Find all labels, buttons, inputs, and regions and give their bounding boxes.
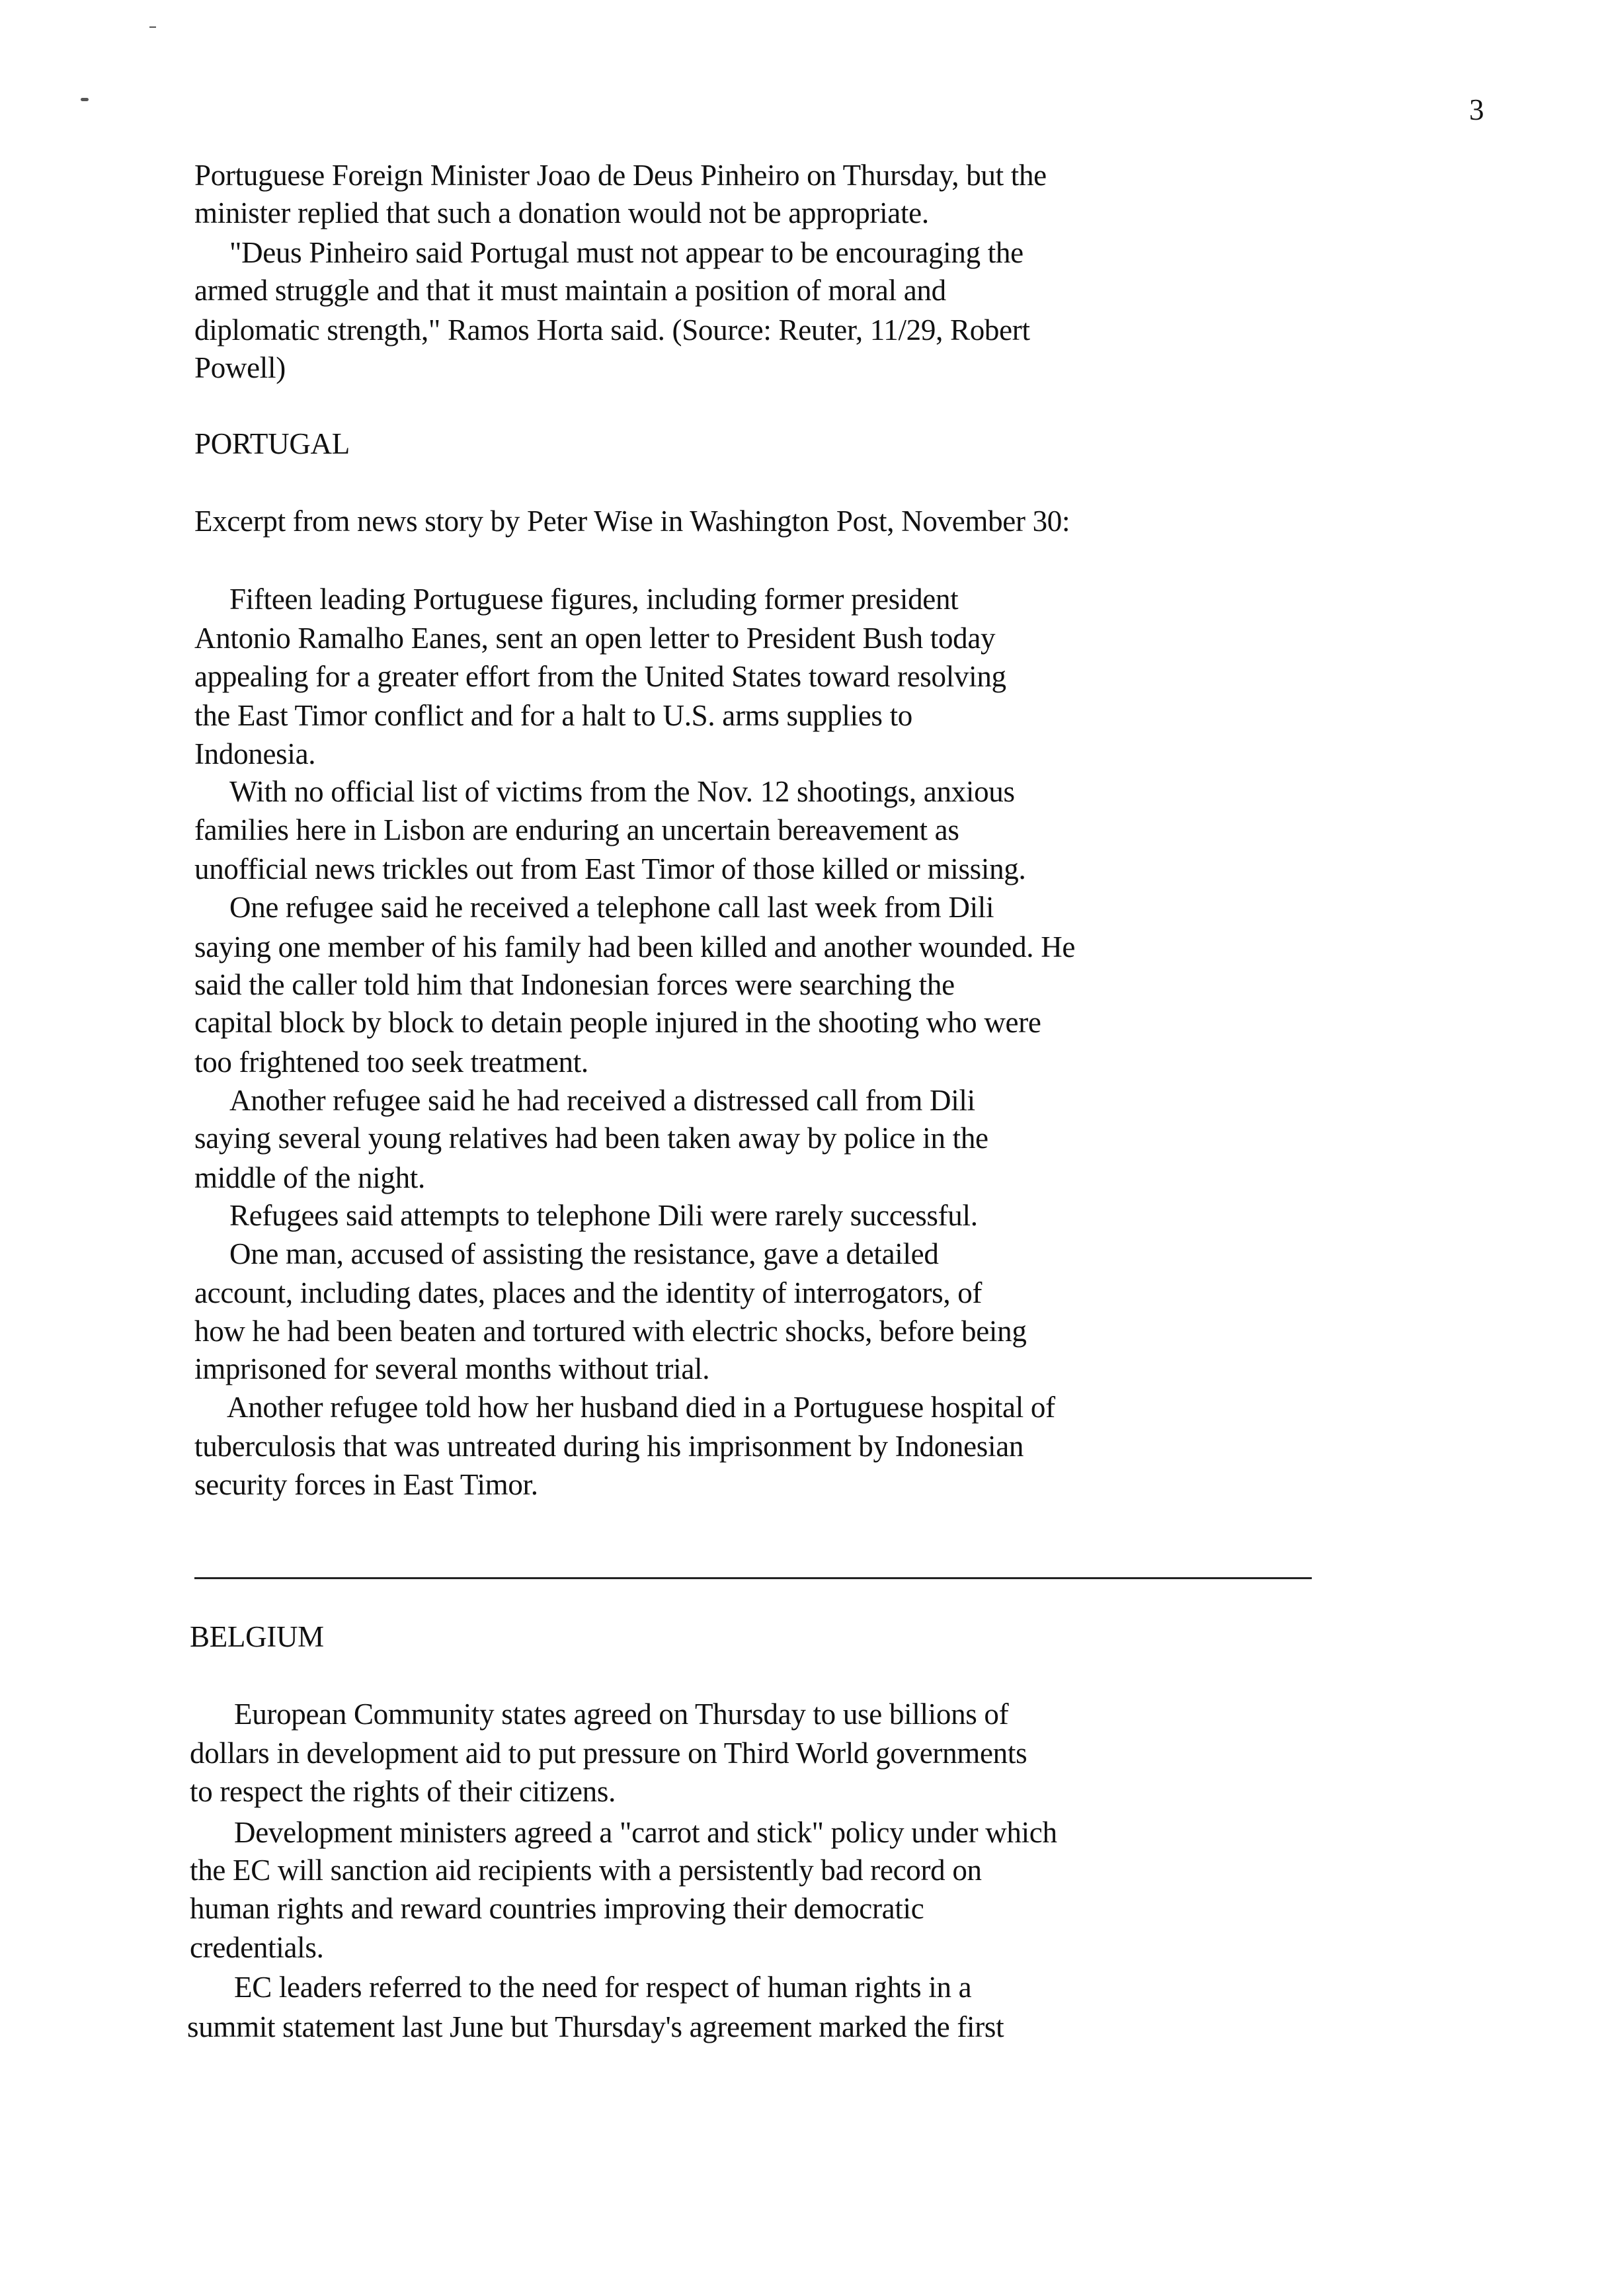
text-line: too frightened too seek treatment. (194, 1046, 588, 1079)
text-line: Portuguese Foreign Minister Joao de Deus Pinheiro on Thursday, but the (194, 159, 1047, 192)
scan-mark (81, 98, 89, 101)
text-line: human rights and reward countries improving their democratic (190, 1892, 924, 1925)
text-line: saying one member of his family had been killed and another wounded. He (194, 930, 1076, 964)
text-line: middle of the night. (194, 1161, 425, 1194)
text-line: EC leaders referred to the need for respect of human rights in a (234, 1971, 972, 2004)
section-heading-belgium: BELGIUM (190, 1620, 324, 1653)
text-line: appealing for a greater effort from the United States toward resolving (194, 660, 1006, 693)
text-line: how he had been beaten and tortured with electric shocks, before being (194, 1315, 1027, 1348)
text-line: armed struggle and that it must maintain a position of moral and (194, 274, 946, 307)
text-line: Another refugee said he had received a distressed call from Dili (229, 1084, 975, 1117)
text-line: to respect the rights of their citizens. (190, 1775, 616, 1808)
text-line: credentials. (190, 1931, 324, 1964)
text-line: Development ministers agreed a "carrot and stick" policy under which (234, 1816, 1057, 1849)
section-heading-portugal: PORTUGAL (194, 427, 350, 460)
text-line: unofficial news trickles out from East Timor of those killed or missing. (194, 852, 1026, 885)
text-line: One man, accused of assisting the resistance, gave a detailed (229, 1237, 939, 1270)
text-line: European Community states agreed on Thursday to use billions of (234, 1698, 1009, 1731)
text-line: diplomatic strength," Ramos Horta said. (Source: Reuter, 11/29, Robert (194, 313, 1030, 347)
text-line: dollars in development aid to put pressure on Third World governments (190, 1737, 1027, 1770)
text-line: Powell) (194, 351, 286, 384)
text-line: account, including dates, places and the identity of interrogators, of (194, 1276, 983, 1309)
text-line: One refugee said he received a telephone call last week from Dili (229, 891, 994, 924)
text-line: saying several young relatives had been taken away by police in the (194, 1122, 988, 1155)
text-line: the East Timor conflict and for a halt to U.S. arms supplies to (194, 699, 912, 732)
text-line: Fifteen leading Portuguese figures, including former president (229, 583, 959, 616)
text-line: Indonesia. (194, 737, 316, 770)
text-line: Refugees said attempts to telephone Dili were rarely successful. (229, 1199, 978, 1232)
text-line: minister replied that such a donation would not be appropriate. (194, 196, 929, 229)
text-line: summit statement last June but Thursday's agreement marked the first (187, 2010, 1004, 2043)
text-line: the EC will sanction aid recipients with a persistently bad record on (190, 1854, 982, 1887)
text-line: security forces in East Timor. (194, 1468, 538, 1501)
text-line: Excerpt from news story by Peter Wise in Washington Post, November 30: (194, 505, 1070, 538)
text-line: imprisoned for several months without trial. (194, 1352, 710, 1385)
text-line: said the caller told him that Indonesian forces were searching the (194, 968, 955, 1001)
text-line: Antonio Ramalho Eanes, sent an open letter to President Bush today (194, 622, 996, 655)
page-number: 3 (1469, 93, 1484, 126)
text-line: With no official list of victims from the Nov. 12 shootings, anxious (229, 775, 1015, 808)
text-line: "Deus Pinheiro said Portugal must not appear to be encouraging the (229, 236, 1024, 269)
text-line: tuberculosis that was untreated during his imprisonment by Indonesian (194, 1430, 1024, 1463)
section-divider (194, 1577, 1312, 1579)
text-line: Another refugee told how her husband died in a Portuguese hospital of (227, 1391, 1055, 1424)
scan-mark (149, 26, 156, 28)
text-line: capital block by block to detain people injured in the shooting who were (194, 1006, 1041, 1039)
text-line: families here in Lisbon are enduring an uncertain bereavement as (194, 813, 959, 846)
